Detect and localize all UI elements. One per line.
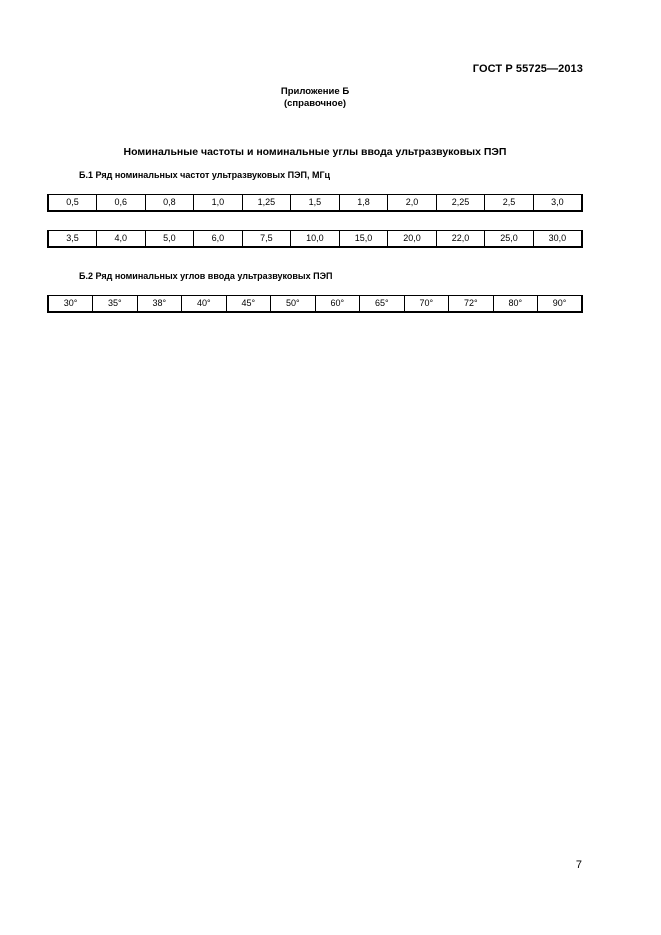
- table-cell: 90°: [538, 296, 583, 313]
- table-cell: 60°: [315, 296, 360, 313]
- appendix-heading: [0, 86, 630, 110]
- table-cell: 1,8: [339, 195, 388, 212]
- page-number: 7: [575, 859, 582, 871]
- table-cell: 70°: [404, 296, 449, 313]
- table-cell: 50°: [271, 296, 316, 313]
- table-cell: 4,0: [97, 231, 146, 248]
- table-cell: 40°: [182, 296, 227, 313]
- document-code: ГОСТ Р 55725—2013: [472, 63, 583, 75]
- table-cell: 65°: [360, 296, 405, 313]
- table-cell: 80°: [493, 296, 538, 313]
- frequency-table-row-1: [47, 194, 583, 212]
- table-cell: 3,0: [533, 195, 582, 212]
- table-cell: 1,0: [194, 195, 243, 212]
- table-cell: 10,0: [291, 231, 340, 248]
- table-cell: 15,0: [339, 231, 388, 248]
- table-cell: 30,0: [533, 231, 582, 248]
- table-cell: 0,5: [48, 195, 97, 212]
- appendix-title: Приложение Б: [280, 86, 350, 97]
- angles-heading: Б.2 Ряд номинальных углов ввода ультразвуковых ПЭП: [79, 271, 333, 281]
- table-row: [48, 231, 582, 248]
- table-cell: 2,25: [436, 195, 485, 212]
- table-row: [48, 296, 582, 313]
- table-cell: 1,5: [291, 195, 340, 212]
- table-cell: 35°: [93, 296, 138, 313]
- table-cell: 25,0: [485, 231, 534, 248]
- table-cell: 3,5: [48, 231, 97, 248]
- angle-table: [47, 295, 583, 313]
- frequency-table-row-2: [47, 230, 583, 248]
- table-cell: 20,0: [388, 231, 437, 248]
- table-cell: 2,0: [388, 195, 437, 212]
- table-cell: 7,5: [242, 231, 291, 248]
- table-row: [48, 195, 582, 212]
- table-cell: 72°: [449, 296, 494, 313]
- table-cell: 2,5: [485, 195, 534, 212]
- table-cell: 0,6: [97, 195, 146, 212]
- section-title: Номинальные частоты и номинальные углы ввода ультразвуковых ПЭП: [123, 146, 507, 158]
- table-cell: 30°: [48, 296, 93, 313]
- table-cell: 1,25: [242, 195, 291, 212]
- frequencies-heading: Б.1 Ряд номинальных частот ультразвуковых ПЭП, МГц: [79, 170, 331, 180]
- table-cell: 6,0: [194, 231, 243, 248]
- table-cell: 45°: [226, 296, 271, 313]
- table-cell: 0,8: [145, 195, 194, 212]
- table-cell: 38°: [137, 296, 182, 313]
- appendix-subtitle: (справочное): [283, 98, 347, 109]
- table-cell: 5,0: [145, 231, 194, 248]
- table-cell: 22,0: [436, 231, 485, 248]
